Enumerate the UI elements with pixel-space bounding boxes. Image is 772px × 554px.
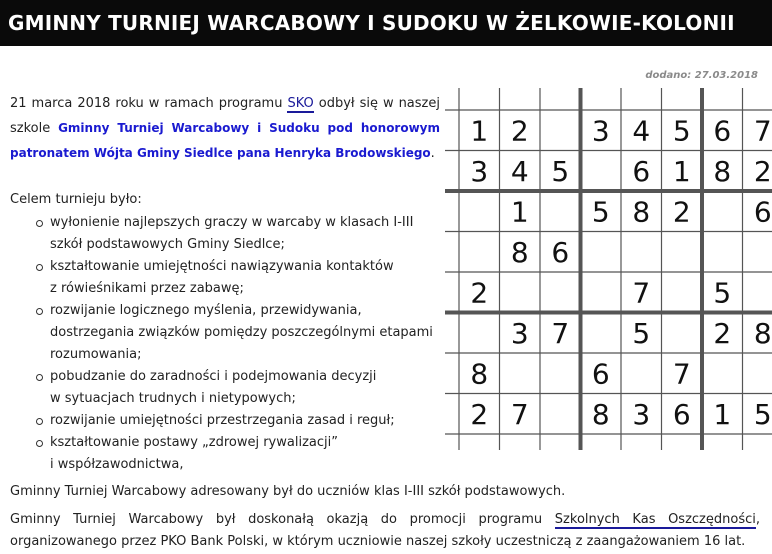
sudoku-digit: 6 bbox=[753, 195, 772, 229]
sudoku-digit: 8 bbox=[632, 195, 651, 229]
sudoku-digit: 5 bbox=[632, 316, 651, 350]
sudoku-digit: 8 bbox=[713, 154, 732, 188]
sudoku-digit: 7 bbox=[753, 114, 772, 148]
goal-line: rozwijanie logicznego myślenia, przewidywania, bbox=[50, 303, 362, 318]
goal-line: wyłonienie najlepszych graczy w warcaby w klasach I-III bbox=[50, 215, 414, 230]
sudoku-digit: 2 bbox=[672, 195, 691, 229]
audience-paragraph: Gminny Turniej Warcabowy adresowany był do uczniów klas I-III szkół podstawowych. bbox=[10, 484, 566, 499]
sudoku-digit: 5 bbox=[591, 195, 610, 229]
sudoku-digit: 8 bbox=[470, 357, 489, 391]
sko-link[interactable]: SKO bbox=[287, 96, 314, 111]
sudoku-digit: 8 bbox=[591, 397, 610, 431]
list-item bbox=[36, 256, 446, 300]
sudoku-digit: 2 bbox=[510, 114, 529, 148]
sudoku-image bbox=[445, 88, 772, 450]
sudoku-digit: 6 bbox=[591, 357, 610, 391]
intro-paragraph bbox=[10, 92, 440, 166]
goal-line: rozwijanie umiejętności przestrzegania zasad i reguł; bbox=[50, 413, 395, 428]
sudoku-digit: 5 bbox=[753, 397, 772, 431]
sudoku-digit: 2 bbox=[713, 316, 732, 350]
sudoku-digit: 5 bbox=[551, 154, 570, 188]
goals-title: Celem turnieju było: bbox=[10, 192, 142, 207]
goal-line: i współzawodnictwa, bbox=[50, 457, 184, 472]
sudoku-digit: 1 bbox=[470, 114, 489, 148]
sudoku-digit: 7 bbox=[632, 276, 651, 310]
sudoku-digit: 6 bbox=[713, 114, 732, 148]
goal-line: dostrzegania związków pomiędzy poszczególnymi etapami bbox=[50, 325, 433, 340]
sudoku-digit: 7 bbox=[551, 316, 570, 350]
sudoku-digit: 6 bbox=[672, 397, 691, 431]
goal-line: szkół podstawowych Gminy Siedlce; bbox=[50, 237, 285, 252]
goal-line: kształtowanie umiejętności nawiązywania kontaktów bbox=[50, 259, 394, 274]
sudoku-digit: 8 bbox=[510, 235, 529, 269]
list-item bbox=[36, 300, 446, 366]
goal-line: z rówieśnikami przez zabawę; bbox=[50, 281, 244, 296]
goals-list bbox=[36, 212, 446, 476]
sudoku-digit: 8 bbox=[753, 316, 772, 350]
sudoku-digit: 3 bbox=[632, 397, 651, 431]
sudoku-digit: 2 bbox=[470, 276, 489, 310]
goal-line: rozumowania; bbox=[50, 347, 142, 362]
sudoku-digit: 7 bbox=[672, 357, 691, 391]
sudoku-digit: 2 bbox=[470, 397, 489, 431]
tournament-name: Gminny Turniej Warcabowy i Sudoku pod honorowym patronatem Wójta Gminy Siedlce pana Henryka Brodowskiego bbox=[10, 121, 441, 160]
sudoku-digit: 3 bbox=[470, 154, 489, 188]
sudoku-digit: 1 bbox=[672, 154, 691, 188]
sudoku-digit: 5 bbox=[713, 276, 732, 310]
goal-line: kształtowanie postawy „zdrowej rywalizacji” bbox=[50, 435, 338, 450]
post-date: dodano: 27.03.2018 bbox=[645, 70, 758, 81]
list-item bbox=[36, 212, 446, 256]
sudoku-digit: 4 bbox=[510, 154, 529, 188]
page-title: GMINNY TURNIEJ WARCABOWY I SUDOKU W ŻELKOWIE-KOLONII bbox=[0, 0, 772, 46]
sudoku-digit: 3 bbox=[510, 316, 529, 350]
sudoku-digit: 6 bbox=[551, 235, 570, 269]
intro-text-middle: odbył się w naszej szkole bbox=[10, 96, 440, 136]
goal-line: w sytuacjach trudnych i nietypowych; bbox=[50, 391, 296, 406]
sudoku-digit: 4 bbox=[632, 114, 651, 148]
intro-text-end: . bbox=[430, 146, 435, 161]
sudoku-digit: 6 bbox=[632, 154, 651, 188]
list-item bbox=[36, 410, 446, 432]
sudoku-digit: 5 bbox=[672, 114, 691, 148]
sudoku-digit: 7 bbox=[510, 397, 529, 431]
sudoku-digit: 2 bbox=[753, 154, 772, 188]
sudoku-digit: 1 bbox=[510, 195, 529, 229]
sudoku-digit: 3 bbox=[591, 114, 610, 148]
list-item bbox=[36, 432, 446, 476]
goal-line: pobudzanie do zaradności i podejmowania decyzji bbox=[50, 369, 377, 384]
list-item bbox=[36, 366, 446, 410]
sudoku-grid bbox=[445, 88, 772, 450]
intro-text: 21 marca 2018 roku w ramach programu bbox=[10, 96, 288, 111]
sko-program-link[interactable]: Szkolnych Kas Oszczędności bbox=[554, 512, 756, 527]
promo-text-end: , organizowanego przez PKO Bank Polski, w którym uczniowie naszej szkoły uczestniczą z zaangażowaniem 16 lat. bbox=[10, 512, 760, 549]
sudoku-digit: 1 bbox=[713, 397, 732, 431]
promo-text: Gminny Turniej Warcabowy był doskonałą okazją do promocji programu bbox=[10, 512, 555, 527]
sko-promo-paragraph bbox=[10, 509, 760, 553]
